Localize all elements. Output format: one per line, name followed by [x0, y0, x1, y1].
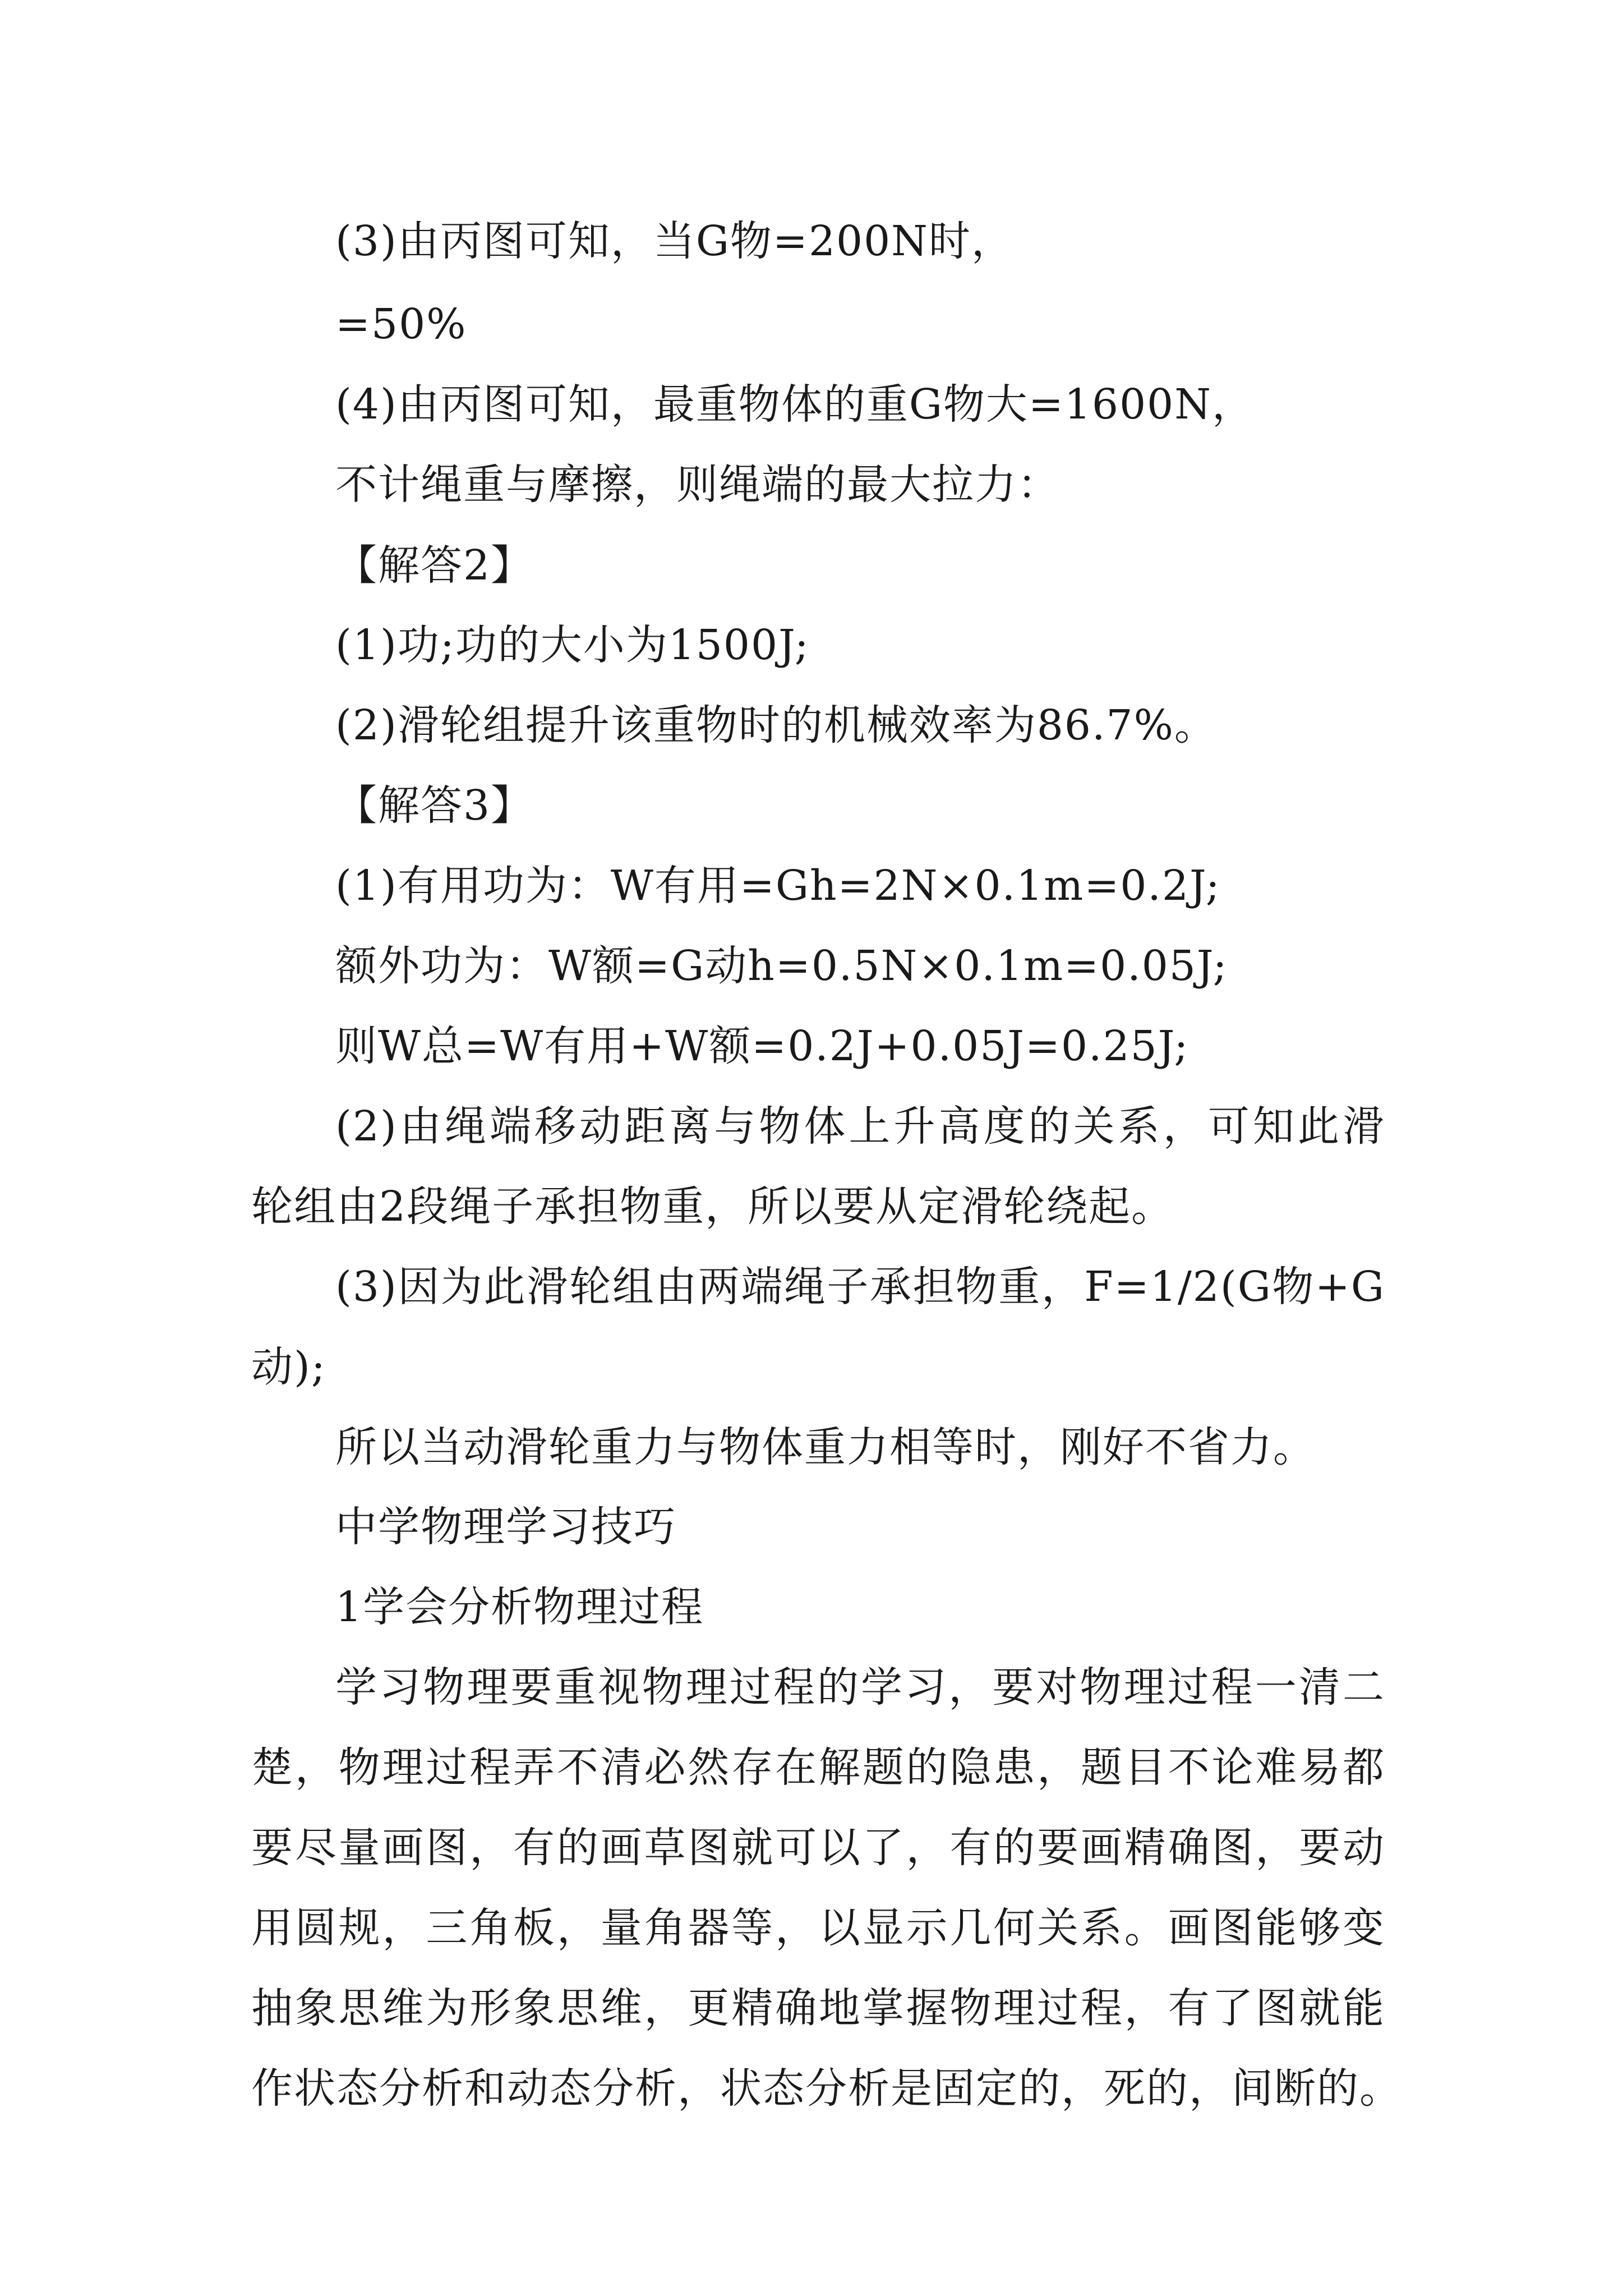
text-line: 额外功为：W额=G动h=0.5N×0.1m=0.05J; — [335, 942, 1228, 990]
text-line: (3)由丙图可知，当G物=200N时， — [335, 217, 1014, 265]
section-heading: 【解答2】 — [335, 541, 534, 590]
text-line: 轮组由2段绳子承担物重，所以要从定滑轮绕起。 — [251, 1182, 1174, 1231]
text-line: (1)功;功的大小为1500J; — [335, 621, 810, 669]
text-line: (2)滑轮组提升该重物时的机械效率为86.7%。 — [335, 701, 1217, 749]
text-line: =50% — [335, 300, 467, 348]
section-heading: 【解答3】 — [335, 781, 534, 830]
text-line: 则W总=W有用+W额=0.2J+0.05J=0.25J; — [335, 1022, 1189, 1070]
text-line: 要尽量画图，有的画草图就可以了，有的要画精确图，要动 — [251, 1824, 1385, 1872]
text-line: (1)有用功为：W有用=Gh=2N×0.1m=0.2J; — [335, 862, 1221, 910]
section-heading: 中学物理学习技巧 — [335, 1503, 676, 1551]
text-line: (2)由绳端移动距离与物体上升高度的关系，可知此滑 — [335, 1102, 1385, 1151]
text-line: 用圆规，三角板，量角器等，以显示几何关系。画图能够变 — [251, 1904, 1385, 1952]
text-line: 所以当动滑轮重力与物体重力相等时，刚好不省力。 — [335, 1423, 1316, 1471]
text-line: 作状态分析和动态分析，状态分析是固定的，死的，间断的。 — [251, 2064, 1402, 2113]
text-line: 动); — [251, 1343, 326, 1391]
text-line: 学习物理要重视物理过程的学习，要对物理过程一清二 — [335, 1663, 1385, 1711]
text-line: (3)因为此滑轮组由两端绳子承担物重，F=1/2(G物+G — [335, 1263, 1385, 1311]
subsection-heading: 1学会分析物理过程 — [335, 1583, 704, 1631]
text-line: 不计绳重与摩擦，则绳端的最大拉力： — [335, 461, 1060, 509]
text-line: (4)由丙图可知，最重物体的重G物大=1600N， — [335, 380, 1255, 429]
text-line: 抽象思维为形象思维，更精确地掌握物理过程，有了图就能 — [251, 1984, 1385, 2032]
text-line: 楚，物理过程弄不清必然存在解题的隐患，题目不论难易都 — [251, 1743, 1385, 1792]
